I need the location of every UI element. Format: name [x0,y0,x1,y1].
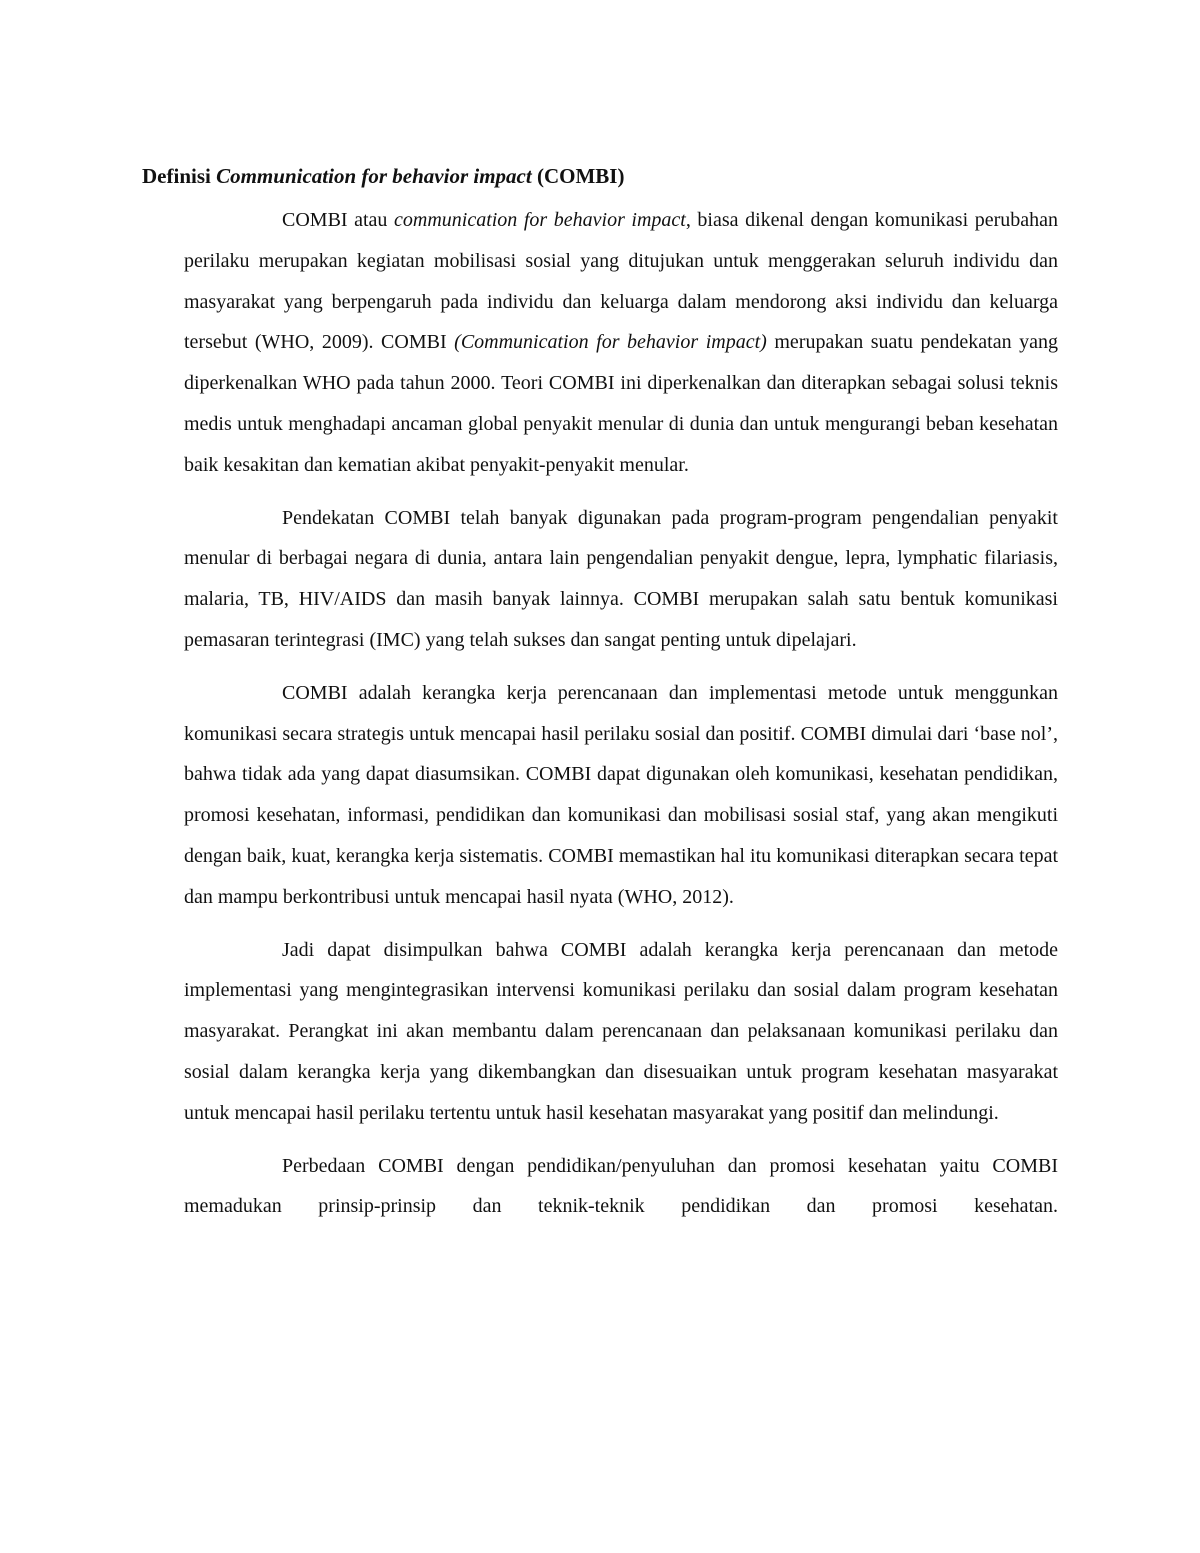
paragraph-1-part-a: COMBI atau [282,209,394,231]
paragraph-1-part-c: , biasa dikenal dengan komunikasi perubahan perilaku merupakan kegiatan mobilisasi sosial yang ditujukan untuk menggerakan seluruh individu dan masyarakat yang berpengaruh pada individu dan keluarga dalam mendorong aksi individu dan keluarga tersebut (WHO, 2009). COMBI [184,209,1058,354]
heading-prefix: Definisi [142,164,217,188]
paragraph-4: Jadi dapat disimpulkan bahwa COMBI adalah kerangka kerja perencanaan dan metode implementasi yang mengintegrasikan intervensi komunikasi perilaku dan sosial dalam program kesehatan masyarakat. Perangkat ini akan membantu dalam perencanaan dan pelaksanaan komunikasi perilaku dan sosial dalam kerangka kerja yang dikembangkan dan disesuaikan untuk program kesehatan masyarakat untuk mencapai hasil perilaku tertentu untuk hasil kesehatan masyarakat yang positif dan melindungi. [184,938,1058,1124]
paragraph-1-part-e: merupakan suatu pendekatan yang diperkenalkan WHO pada tahun 2000. Teori COMBI ini diperkenalkan dan diterapkan sebagai solusi teknis medis untuk menghadapi ancaman global penyakit menular di dunia dan untuk mengurangi beban kesehatan baik kesakitan dan kematian akibat penyakit-penyakit menular. [184,331,1059,476]
paragraph-2: Pendekatan COMBI telah banyak digunakan pada program-program pengendalian penyakit menular di berbagai negara di dunia, antara lain pengendalian penyakit dengue, lepra, lymphatic filariasis, malaria, TB, HIV/AIDS dan masih banyak lainnya. COMBI merupakan salah satu bentuk komunikasi pemasaran terintegrasi (IMC) yang telah sukses dan sangat penting untuk dipelajari. [184,506,1058,651]
heading-suffix: (COMBI) [531,164,625,188]
paragraph-5: Perbedaan COMBI dengan pendidikan/penyuluhan dan promosi kesehatan yaitu COMBI memadukan prinsip-prinsip dan teknik-teknik pendidikan dan promosi kesehatan. [184,1154,1058,1218]
paragraph-3: COMBI adalah kerangka kerja perencanaan dan implementasi metode untuk menggunkan komunikasi secara strategis untuk mencapai hasil perilaku sosial dan positif. COMBI dimulai dari ‘base nol’, bahwa tidak ada yang dapat diasumsikan. COMBI dapat digunakan oleh komunikasi, kesehatan pendidikan, promosi kesehatan, informasi, pendidikan dan komunikasi dan mobilisasi sosial staf, yang akan mengikuti dengan baik, kuat, kerangka kerja sistematis. COMBI memastikan hal itu komunikasi diterapkan secara tepat dan mampu berkontribusi untuk mencapai hasil nyata (WHO, 2012). [184,681,1058,908]
heading-italic-term: Communication for behavior impact [216,164,532,188]
paragraph-1-italic-term: communication for behavior impact [394,209,686,231]
document-body [184,200,1058,1239]
section-heading [142,160,1062,192]
paragraph-1 [184,200,1058,486]
paragraph-1-italic-parenthetical: (Communication for behavior impact) [454,331,767,354]
